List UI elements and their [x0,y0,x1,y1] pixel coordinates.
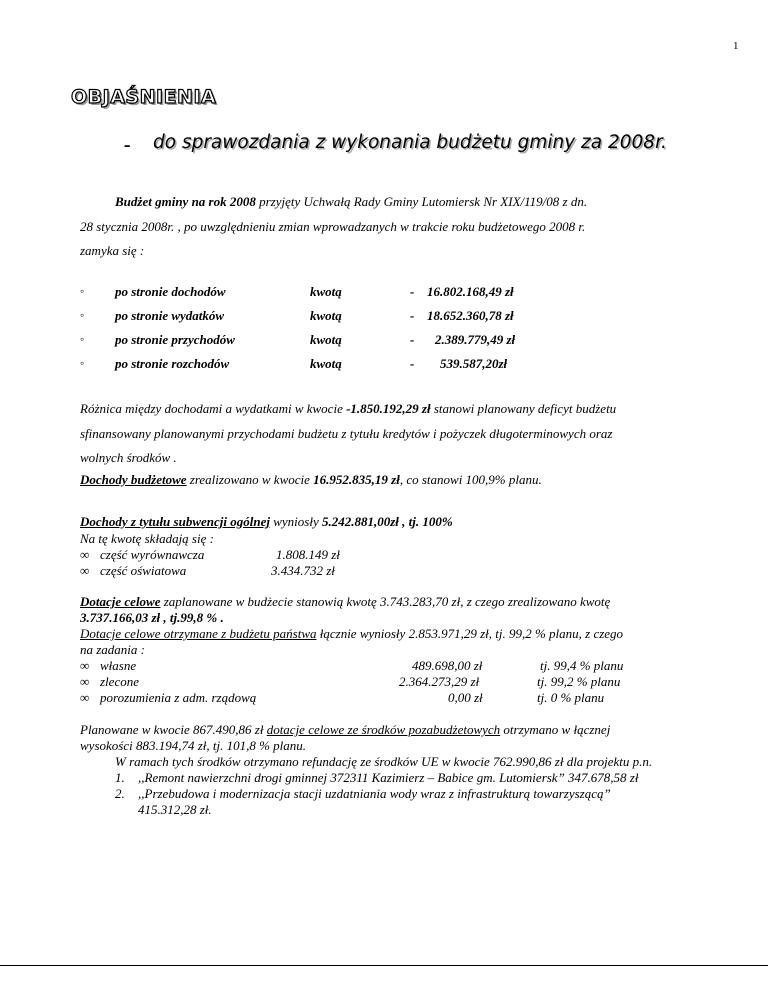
summary-word: kwotą [310,356,342,371]
subwencje-value: 5.242.881,00zł , tj. 100% [321,514,453,529]
dotacje-item [80,690,640,706]
pozabudzetowe-text-a: Planowane w kwocie 867.490,86 zł [80,722,267,737]
summary-dash: - [410,308,415,323]
pozabudzetowe-underlined: dotacje celowe ze środków pozabudżetowych [266,722,501,737]
dotacje-line-3 [80,626,623,642]
list-item [115,786,715,802]
summary-amount: 18.652.360,78 zł [427,308,514,323]
pozabudzetowe-line-1 [80,722,610,738]
dotacje-line-3-rest: łącznie wyniosły 2.853.971,29 zł, tj. 99,2 % planu, z czego [316,626,624,641]
document-heading: OBJAŚNIENIA [71,86,217,108]
subwencje-item-amount: 3.434.732 zł [271,563,335,578]
dotacje-line-1-rest: zaplanowane w budżecie stanowią kwotę 3.743.283,70 zł, z czego zrealizowano kwotę [160,594,611,609]
summary-label: po stronie rozchodów [115,356,230,371]
infinity-bullet-icon: ∞ [80,690,90,705]
list-item-number: 1. [115,770,125,785]
dotacje-line-4: na zadania : [80,642,145,657]
subwencje-item [80,563,380,579]
dotacje-item-amount: 0,00 zł [448,690,483,705]
subtitle-dash: - [124,134,131,156]
document-subtitle: do sprawozdania z wykonania budżetu gminy za 2008r. [153,132,667,153]
dotacje-item-amount: 489.698,00 zł [412,658,483,673]
summary-label: po stronie dochodów [115,284,226,299]
dochody-line [80,472,542,488]
summary-word: kwotą [310,284,342,299]
intro-line-2: 28 stycznia 2008r. , po uwzględnieniu zmian wprowadzanych w trakcie roku budżetowego 2008 r. [80,219,586,234]
summary-label: po stronie wydatków [115,308,225,323]
dotacje-item [80,658,640,674]
dotacje-item-pct: tj. 99,4 % planu [540,658,624,673]
dotacje-budzet-label: Dotacje celowe otrzymane z budżetu państwa [80,626,317,641]
subwencje-item [80,547,380,563]
circle-bullet-icon: ◦ [80,284,85,298]
dochody-text-a: zrealizowano w kwocie [186,472,314,487]
dotacje-line-2: 3.737.166,03 zł , tj.99,8 % . [80,610,224,625]
infinity-bullet-icon: ∞ [80,563,90,578]
dotacje-line-1 [80,594,610,610]
dotacje-item-label: zlecone [100,674,139,689]
deficit-line-2: sfinansowany planowanymi przychodami budżetu z tytułu kredytów i pożyczek długoterminowych oraz [80,426,613,441]
pozabudzetowe-line-3: W ramach tych środków otrzymano refundację ze środków UE w kwocie 762.990,86 zł dla projektu p.n. [115,754,653,769]
intro-line-1-rest: przyjęty Uchwałą Rady Gminy Lutomiersk Nr XIX/119/08 z dn. [255,194,588,209]
infinity-bullet-icon: ∞ [80,547,90,562]
list-item-continuation: 415.312,28 zł. [138,802,212,817]
dochody-amount: 16.952.835,19 zł [313,472,400,487]
summary-word: kwotą [310,308,342,323]
subwencje-line [80,514,453,530]
intro-bold: Budżet gminy na rok 2008 [115,194,256,209]
list-item [115,770,715,786]
dochody-label: Dochody budżetowe [80,472,187,487]
dochody-text-b: , co stanowi 100,9% planu. [399,472,542,487]
bottom-rule [0,965,768,966]
dotacje-label: Dotacje celowe [80,594,161,609]
circle-bullet-icon: ◦ [80,308,85,322]
circle-bullet-icon: ◦ [80,356,85,370]
list-item-text: ,,Remont nawierzchni drogi gminnej 372311 Kazimierz – Babice gm. Lutomiersk” 347.678,58 zł [138,770,639,785]
subwencje-composed: Na tę kwotę składają się : [80,531,214,546]
dotacje-item-pct: tj. 99,2 % planu [537,674,621,689]
subwencje-item-label: część wyrównawcza [100,547,205,562]
summary-dash: - [410,284,415,299]
pozabudzetowe-text-b: otrzymano w łącznej [500,722,611,737]
pozabudzetowe-line-2: wysokości 883.194,74 zł, tj. 101,8 % planu. [80,738,307,753]
subwencje-item-label: część oświatowa [100,563,187,578]
summary-word: kwotą [310,332,342,347]
deficit-text-a: Różnica między dochodami a wydatkami w kwocie [80,401,343,416]
summary-dash: - [410,356,415,371]
summary-amount: 2.389.779,49 zł [435,332,516,347]
summary-list [80,284,680,384]
summary-label: po stronie przychodów [115,332,235,347]
dotacje-item-amount: 2.364.273,29 zł [399,674,480,689]
dotacje-item-pct: tj. 0 % planu [537,690,605,705]
intro-line-1 [115,194,587,210]
infinity-bullet-icon: ∞ [80,674,90,689]
dotacje-item-label: porozumienia z adm. rządową [100,690,257,705]
list-item-text: ,,Przebudowa i modernizacja stacji uzdatniania wody wraz z infrastrukturą towarzyszącą” [138,786,611,801]
dotacje-item-label: własne [100,658,137,673]
summary-amount: 16.802.168,49 zł [427,284,514,299]
summary-dash: - [410,332,415,347]
summary-amount: 539.587,20zł [440,356,508,371]
infinity-bullet-icon: ∞ [80,658,90,673]
list-item-number: 2. [115,786,125,801]
deficit-amount: -1.850.192,29 zł [346,401,431,416]
deficit-line-3: wolnych środków . [80,450,177,465]
page-number: 1 [733,40,739,52]
deficit-line-1 [80,401,616,417]
subwencje-item-amount: 1.808.149 zł [276,547,340,562]
subwencje-text-a: wyniosły [269,514,322,529]
subwencje-label: Dochody z tytułu subwencji ogólnej [80,514,270,529]
intro-line-3: zamyka się : [80,243,145,258]
circle-bullet-icon: ◦ [80,332,85,346]
deficit-text-b: stanowi planowany deficyt budżetu [433,401,617,416]
dotacje-item [80,674,640,690]
